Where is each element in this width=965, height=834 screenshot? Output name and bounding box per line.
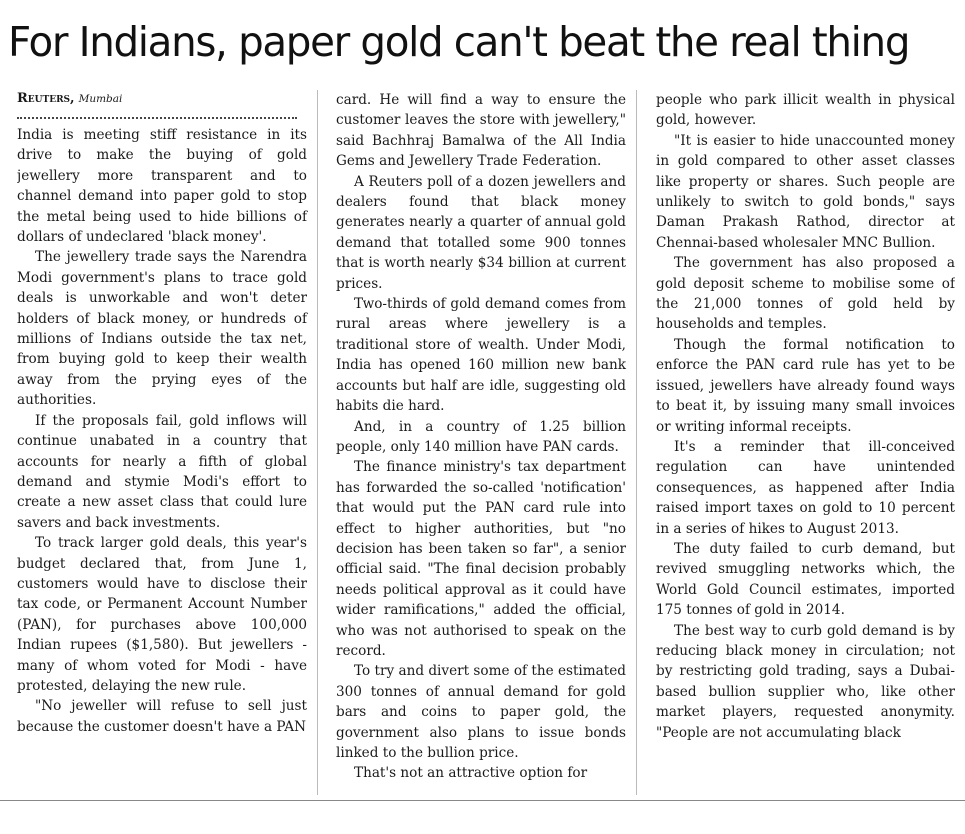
paragraph: The jewellery trade says the Narendra Modi government's plans to trace gold deals is unworkable and won't deter holders of black money, or hundreds of millions of Indians outside the tax net, from buying gold to keep their wealth away from the prying eyes of the authorities.	[17, 249, 307, 409]
paragraph: people who park illicit wealth in physical gold, however.	[656, 92, 955, 129]
paragraph: "No jeweller will refuse to sell just because the customer doesn't have a PAN	[17, 698, 307, 735]
paragraph: Though the formal notification to enforce the PAN card rule has yet to be issued, jewellers have already found ways to beat it, by issuing many small invoices or writing informal receipts.	[656, 336, 955, 435]
paragraph: A Reuters poll of a dozen jewellers and dealers found that black money generates nearly a quarter of annual gold demand that totalled some 900 tonnes that is worth nearly $34 billion at current prices.	[336, 173, 626, 292]
dateline-agency: Reuters,	[17, 91, 75, 106]
paragraph: And, in a country of 1.25 billion people, only 140 million have PAN cards.	[336, 418, 626, 455]
paragraph: If the proposals fail, gold inflows will continue unabated in a country that accounts for nearly a fifth of global demand and stymie Modi's effort to create a new asset class that could lure savers and back investments.	[17, 412, 307, 531]
paragraph: The finance ministry's tax department has forwarded the so-called 'notification' that would put the PAN card rule into effect to higher authorities, but "no decision has been taken so far", a senior official said. "The final decision probably needs political approval as it could have wider ramifications," added the official, who was not authorised to speak on the record.	[336, 459, 626, 659]
paragraph: India is meeting stiff resistance in its drive to make the buying of gold jewellery more transparent and to channel demand into paper gold to stop the metal being used to hide billions of dollars of undeclared 'black money'.	[17, 127, 307, 246]
paragraph: That's not an attractive option for	[354, 765, 588, 782]
article-column-1	[17, 90, 318, 795]
paragraph: To try and divert some of the estimated 300 tonnes of annual demand for gold bars and coins to paper gold, the government also plans to issue bonds linked to the bullion price.	[336, 663, 626, 761]
paragraph: The best way to curb gold demand is by reducing black money in circulation; not by restricting gold trading, says a Dubai-based bullion supplier who, like other market players, requested anonymity. "People are not accumulating black	[656, 622, 955, 741]
dateline	[17, 90, 307, 108]
paragraph: The government has also proposed a gold deposit scheme to mobilise some of the 21,000 tonnes of gold held by households and temples.	[656, 255, 955, 333]
headline: For Indians, paper gold can't beat the real thing	[8, 18, 910, 66]
paragraph: card. He will find a way to ensure the customer leaves the store with jewellery," said Bachhraj Bamalwa of the All India Gems and Jewellery Trade Federation.	[336, 92, 626, 170]
bottom-rule	[0, 800, 965, 801]
paragraph: "It is easier to hide unaccounted money in gold compared to other asset classes like property or shares. Such people are unlikely to switch to gold bonds," says Daman Prakash Rathod, director at Chennai-based wholesaler MNC Bullion.	[656, 132, 955, 251]
paragraph: It's a reminder that ill-conceived regulation can have unintended consequences, as happened after India raised import taxes on gold to 10 percent in a series of hikes to August 2013.	[656, 438, 955, 537]
paragraph: Two-thirds of gold demand comes from rural areas where jewellery is a traditional store of wealth. Under Modi, India has opened 160 million new bank accounts but half are idle, suggesting old habits die hard.	[336, 296, 626, 415]
paragraph: To track larger gold deals, this year's budget declared that, from June 1, customers would have to disclose their tax code, or Permanent Account Number (PAN), for purchases above 100,000 Indian rupees ($1,580). But jewellers - many of whom voted for Modi - have protested, delaying the new rule.	[17, 535, 307, 694]
paragraph: The duty failed to curb demand, but revived smuggling networks which, the World Gold Council estimates, imported 175 tonnes of gold in 2014.	[656, 540, 955, 619]
article-column-2	[336, 90, 637, 795]
dotted-divider	[17, 111, 297, 119]
dateline-city: Mumbai	[78, 93, 123, 105]
article-column-3	[656, 90, 955, 795]
